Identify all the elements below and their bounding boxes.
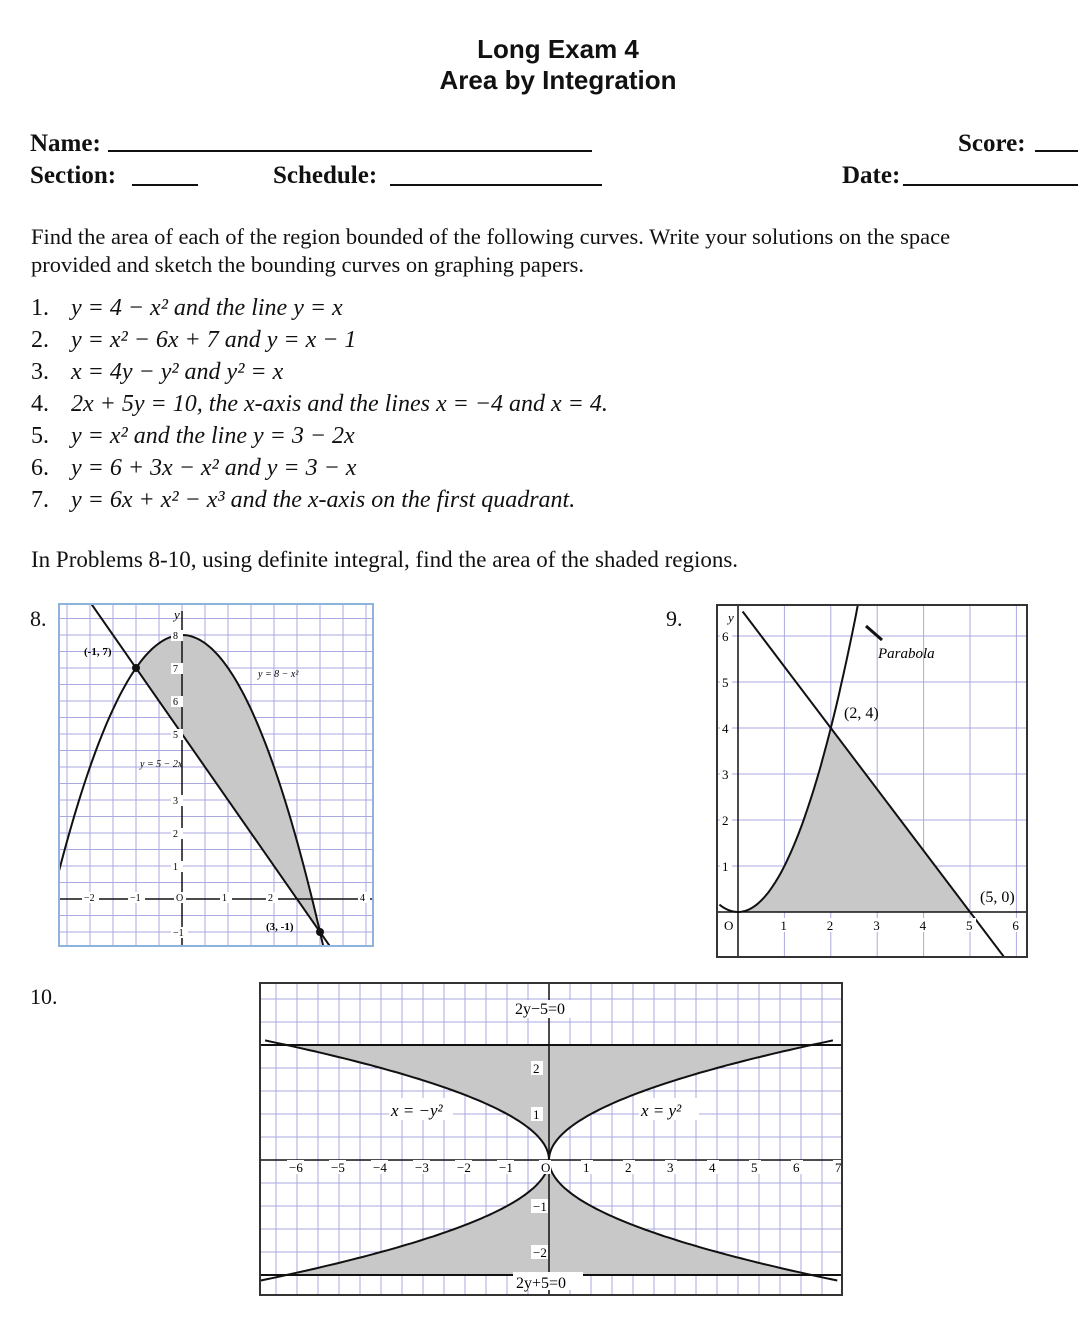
figure-10-line-bottom-label: 2y+5=0 (516, 1275, 567, 1292)
score-field[interactable] (1035, 150, 1078, 152)
tick-label: 4 (722, 721, 729, 736)
name-field[interactable] (108, 150, 592, 152)
problem-item (31, 388, 608, 420)
instructions-line2: provided and sketch the bounding curves on graphing papers. (31, 252, 584, 277)
date-label: Date: (842, 162, 901, 189)
tick-label: 2 (722, 813, 729, 828)
figure-9-curve-label: Parabola (878, 646, 935, 662)
tick-label: −5 (331, 1160, 345, 1175)
figure-9-point-1-label: (2, 4) (844, 705, 879, 722)
figure-8-y-label: y (174, 607, 180, 622)
tick-label: 4 (360, 893, 365, 904)
exam-subtitle: Area by Integration (439, 65, 677, 95)
problem-item (31, 420, 355, 452)
figure-8-curve-2-label: y = 5 − 2x (140, 759, 183, 770)
tick-label: 2 (268, 893, 273, 904)
tick-label: O (176, 893, 184, 904)
tick-label: 1 (173, 862, 178, 873)
problem-number: 6. (31, 455, 49, 481)
tick-label: 5 (751, 1160, 758, 1175)
problem-text: y = x² and the line y = 3 − 2x (71, 423, 355, 449)
problem-text: y = x² − 6x + 7 and y = x − 1 (71, 327, 357, 353)
figure-10-curve-right-label: x = y² (641, 1101, 682, 1120)
problem-text: y = 6 + 3x − x² and y = 3 − x (71, 455, 357, 481)
tick-label: 3 (173, 796, 178, 807)
tick-label: −6 (289, 1160, 303, 1175)
instructions-line1: Find the area of each of the region bounded of the following curves. Write your solutions on the space (31, 224, 951, 249)
figure-8-curve-1-label: y = 8 − x² (258, 669, 299, 680)
tick-label: 6 (1012, 918, 1019, 933)
tick-label: 2 (826, 918, 834, 933)
figure-8-point-1-label: (-1, 7) (84, 646, 112, 658)
name-label: Name: (30, 130, 101, 157)
tick-label: −3 (415, 1160, 429, 1175)
tick-label: −1 (130, 893, 141, 904)
problem-number: 4. (31, 391, 49, 417)
problem-number: 3. (31, 359, 49, 385)
tick-label: −4 (373, 1160, 387, 1175)
problem-item (31, 292, 343, 324)
schedule-field[interactable] (390, 184, 602, 186)
tick-label: 1 (722, 859, 729, 874)
figure-8-point-2 (316, 928, 324, 936)
problem-item (31, 324, 356, 356)
tick-label: 4 (709, 1160, 716, 1175)
problem-item (31, 452, 356, 484)
problem-number: 1. (31, 295, 49, 321)
section-field[interactable] (132, 184, 198, 186)
tick-label: 1 (533, 1107, 540, 1122)
figure-10-graph (259, 982, 843, 1296)
figure-10-line-top-label: 2y−5=0 (515, 1001, 566, 1018)
tick-label: 3 (873, 918, 880, 933)
tick-label: −1 (173, 928, 184, 939)
date-field[interactable] (903, 184, 1078, 186)
tick-label: O (541, 1160, 551, 1175)
problem-text: x = 4y − y² and y² = x (71, 359, 284, 385)
problem-item (31, 356, 283, 388)
figure-8-point-2-label: (3, -1) (266, 921, 294, 933)
problem-item (31, 484, 575, 516)
tick-label: −2 (533, 1245, 547, 1260)
tick-label: −1 (533, 1199, 547, 1214)
section2-instructions: In Problems 8-10, using definite integral, find the area of the shaded regions. (31, 547, 739, 572)
score-label: Score: (958, 130, 1026, 157)
figure-9-y-label: y (728, 610, 734, 625)
tick-label: 5 (173, 730, 178, 741)
figure-9-graph (716, 604, 1028, 958)
figure-8-point-1 (132, 664, 140, 672)
tick-label: 1 (583, 1160, 590, 1175)
tick-label: −2 (457, 1160, 471, 1175)
figure-9-number: 9. (666, 606, 683, 631)
figure-10-curve-left-label: x = −y² (391, 1101, 443, 1120)
tick-label: 5 (722, 675, 729, 690)
tick-label: 1 (780, 918, 787, 933)
schedule-label: Schedule: (273, 162, 378, 189)
section-label: Section: (30, 162, 117, 189)
tick-label: −2 (84, 893, 95, 904)
tick-label: 5 (966, 918, 973, 933)
tick-label: 6 (722, 629, 729, 644)
figure-9-point-2-label: (5, 0) (980, 889, 1015, 906)
problem-number: 5. (31, 423, 49, 449)
figure-9-label-pointer (866, 626, 882, 640)
tick-label: 3 (722, 767, 729, 782)
problem-number: 7. (31, 487, 49, 513)
figure-8-number: 8. (30, 606, 47, 631)
tick-label: 1 (222, 893, 227, 904)
figure-8-graph (58, 603, 374, 947)
problem-text: y = 4 − x² and the line y = x (71, 295, 343, 321)
problem-number: 2. (31, 327, 49, 353)
tick-label: 3 (667, 1160, 674, 1175)
tick-label: 8 (173, 631, 178, 642)
tick-label: 2 (625, 1160, 632, 1175)
tick-label: O (724, 918, 734, 933)
tick-label: 7 (835, 1160, 842, 1175)
tick-label: 7 (173, 664, 178, 675)
exam-title: Long Exam 4 (477, 34, 639, 64)
tick-label: 6 (793, 1160, 800, 1175)
tick-label: 2 (173, 829, 178, 840)
tick-label: 2 (533, 1061, 540, 1076)
tick-label: 4 (919, 918, 927, 933)
tick-label: −1 (499, 1160, 513, 1175)
problem-text: y = 6x + x² − x³ and the x-axis on the first quadrant. (71, 487, 576, 513)
figure-10-number: 10. (30, 984, 58, 1009)
tick-label: 6 (173, 697, 178, 708)
problem-text: 2x + 5y = 10, the x-axis and the lines x = −4 and x = 4. (71, 391, 608, 417)
